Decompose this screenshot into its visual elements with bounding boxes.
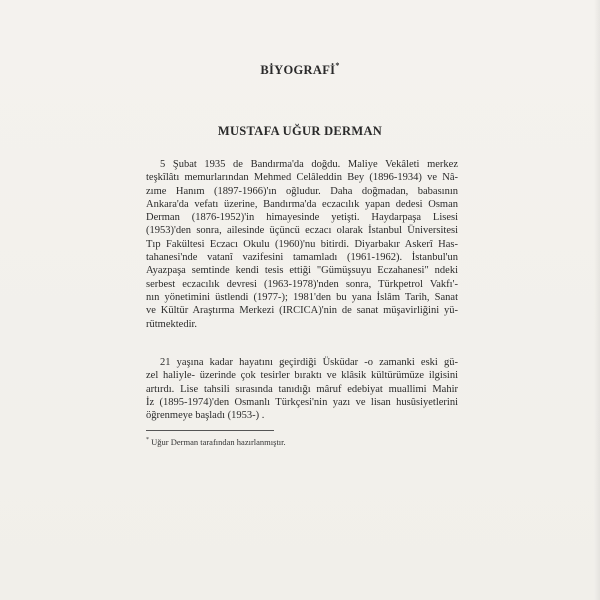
paragraph-line: öğrenmeye başladı (1953-) . — [146, 410, 265, 422]
paragraph-line: (1953)'den sonra, ailesinde üçüncü eczacı olarak İstanbul Üniversitesi — [146, 225, 458, 237]
section-title-text: BİYOGRAFİ — [260, 63, 336, 78]
paragraph-line: zıme Hanım (1897-1966)'ın oğludur. Daha doğmadan, babasının — [146, 185, 458, 197]
subject-name: MUSTAFA UĞUR DERMAN — [217, 124, 383, 138]
footnote-divider — [146, 430, 274, 431]
paragraph-line: tahanesi'nde vatanî vazifesini tamamladı (1961-1962). İstanbul'un — [146, 252, 458, 264]
paragraph-line: 21 yaşına kadar hayatını geçirdiği Üsküdar -o zamanki eski gü- — [160, 357, 458, 368]
page-edge-shadow — [594, 0, 600, 600]
paragraph-line: artırdı. Lise tahsili sırasında tanıdığı mâruf edebiyat muallimi Mahir — [146, 383, 458, 395]
footnote-marker: * — [146, 437, 149, 444]
biography-paragraph-1 — [146, 158, 458, 331]
paragraph-line: zel haliyle- üzerinde çok tesirler bıraktı ve klâsik kültürümüze ilgisini — [146, 370, 458, 382]
paragraph-line: Derman (1876-1952)'in himayesinde yetişti. Haydarpaşa Lisesi — [146, 212, 458, 224]
paragraph-line: Ankara'da vefatı üzerine, Bandırma'da eczacılık yapan dedesi Osman — [146, 198, 458, 210]
paragraph-line: rütmektedir. — [146, 318, 198, 330]
paragraph-line: serbest eczacılık devresi (1963-1978)'nden sonra, Türkpetrol Vakfı'- — [146, 278, 458, 290]
paragraph-line: teşkîlâtı memurlarından Mehmed Celâleddin Bey (1896-1934) ve Nâ- — [146, 172, 458, 184]
footnote — [146, 437, 286, 447]
paragraph-line: Tıp Fakültesi Eczacı Okulu (1960)'nu bitirdi. Diyarbakır Askerî Has- — [146, 238, 458, 250]
paragraph-line: 5 Şubat 1935 de Bandırma'da doğdu. Maliye Vekâleti merkez — [160, 159, 458, 170]
paragraph-line: Ayazpaşa semtinde kendi tesis ettiği "Gümüşsuyu Eczahanesi" ndeki — [146, 265, 458, 277]
footnote-text: Uğur Derman tarafından hazırlanmıştır. — [151, 437, 286, 447]
paragraph-line: ve Kültür Araştırma Merkezi (IRCICA)'nin de sanat müşavirliğini yü- — [146, 305, 458, 317]
section-title — [0, 62, 600, 78]
paragraph-line: İz (1895-1974)'den Osmanlı Türkçesi'nin yazı ve lisan husûsiyetlerini — [146, 396, 458, 408]
biography-paragraph-2 — [146, 356, 458, 422]
paragraph-line: nın yönetimini üstlendi (1977-); 1981'den bu yana İslâm Tarih, Sanat — [146, 291, 458, 303]
footnote-reference-marker: * — [335, 61, 340, 70]
